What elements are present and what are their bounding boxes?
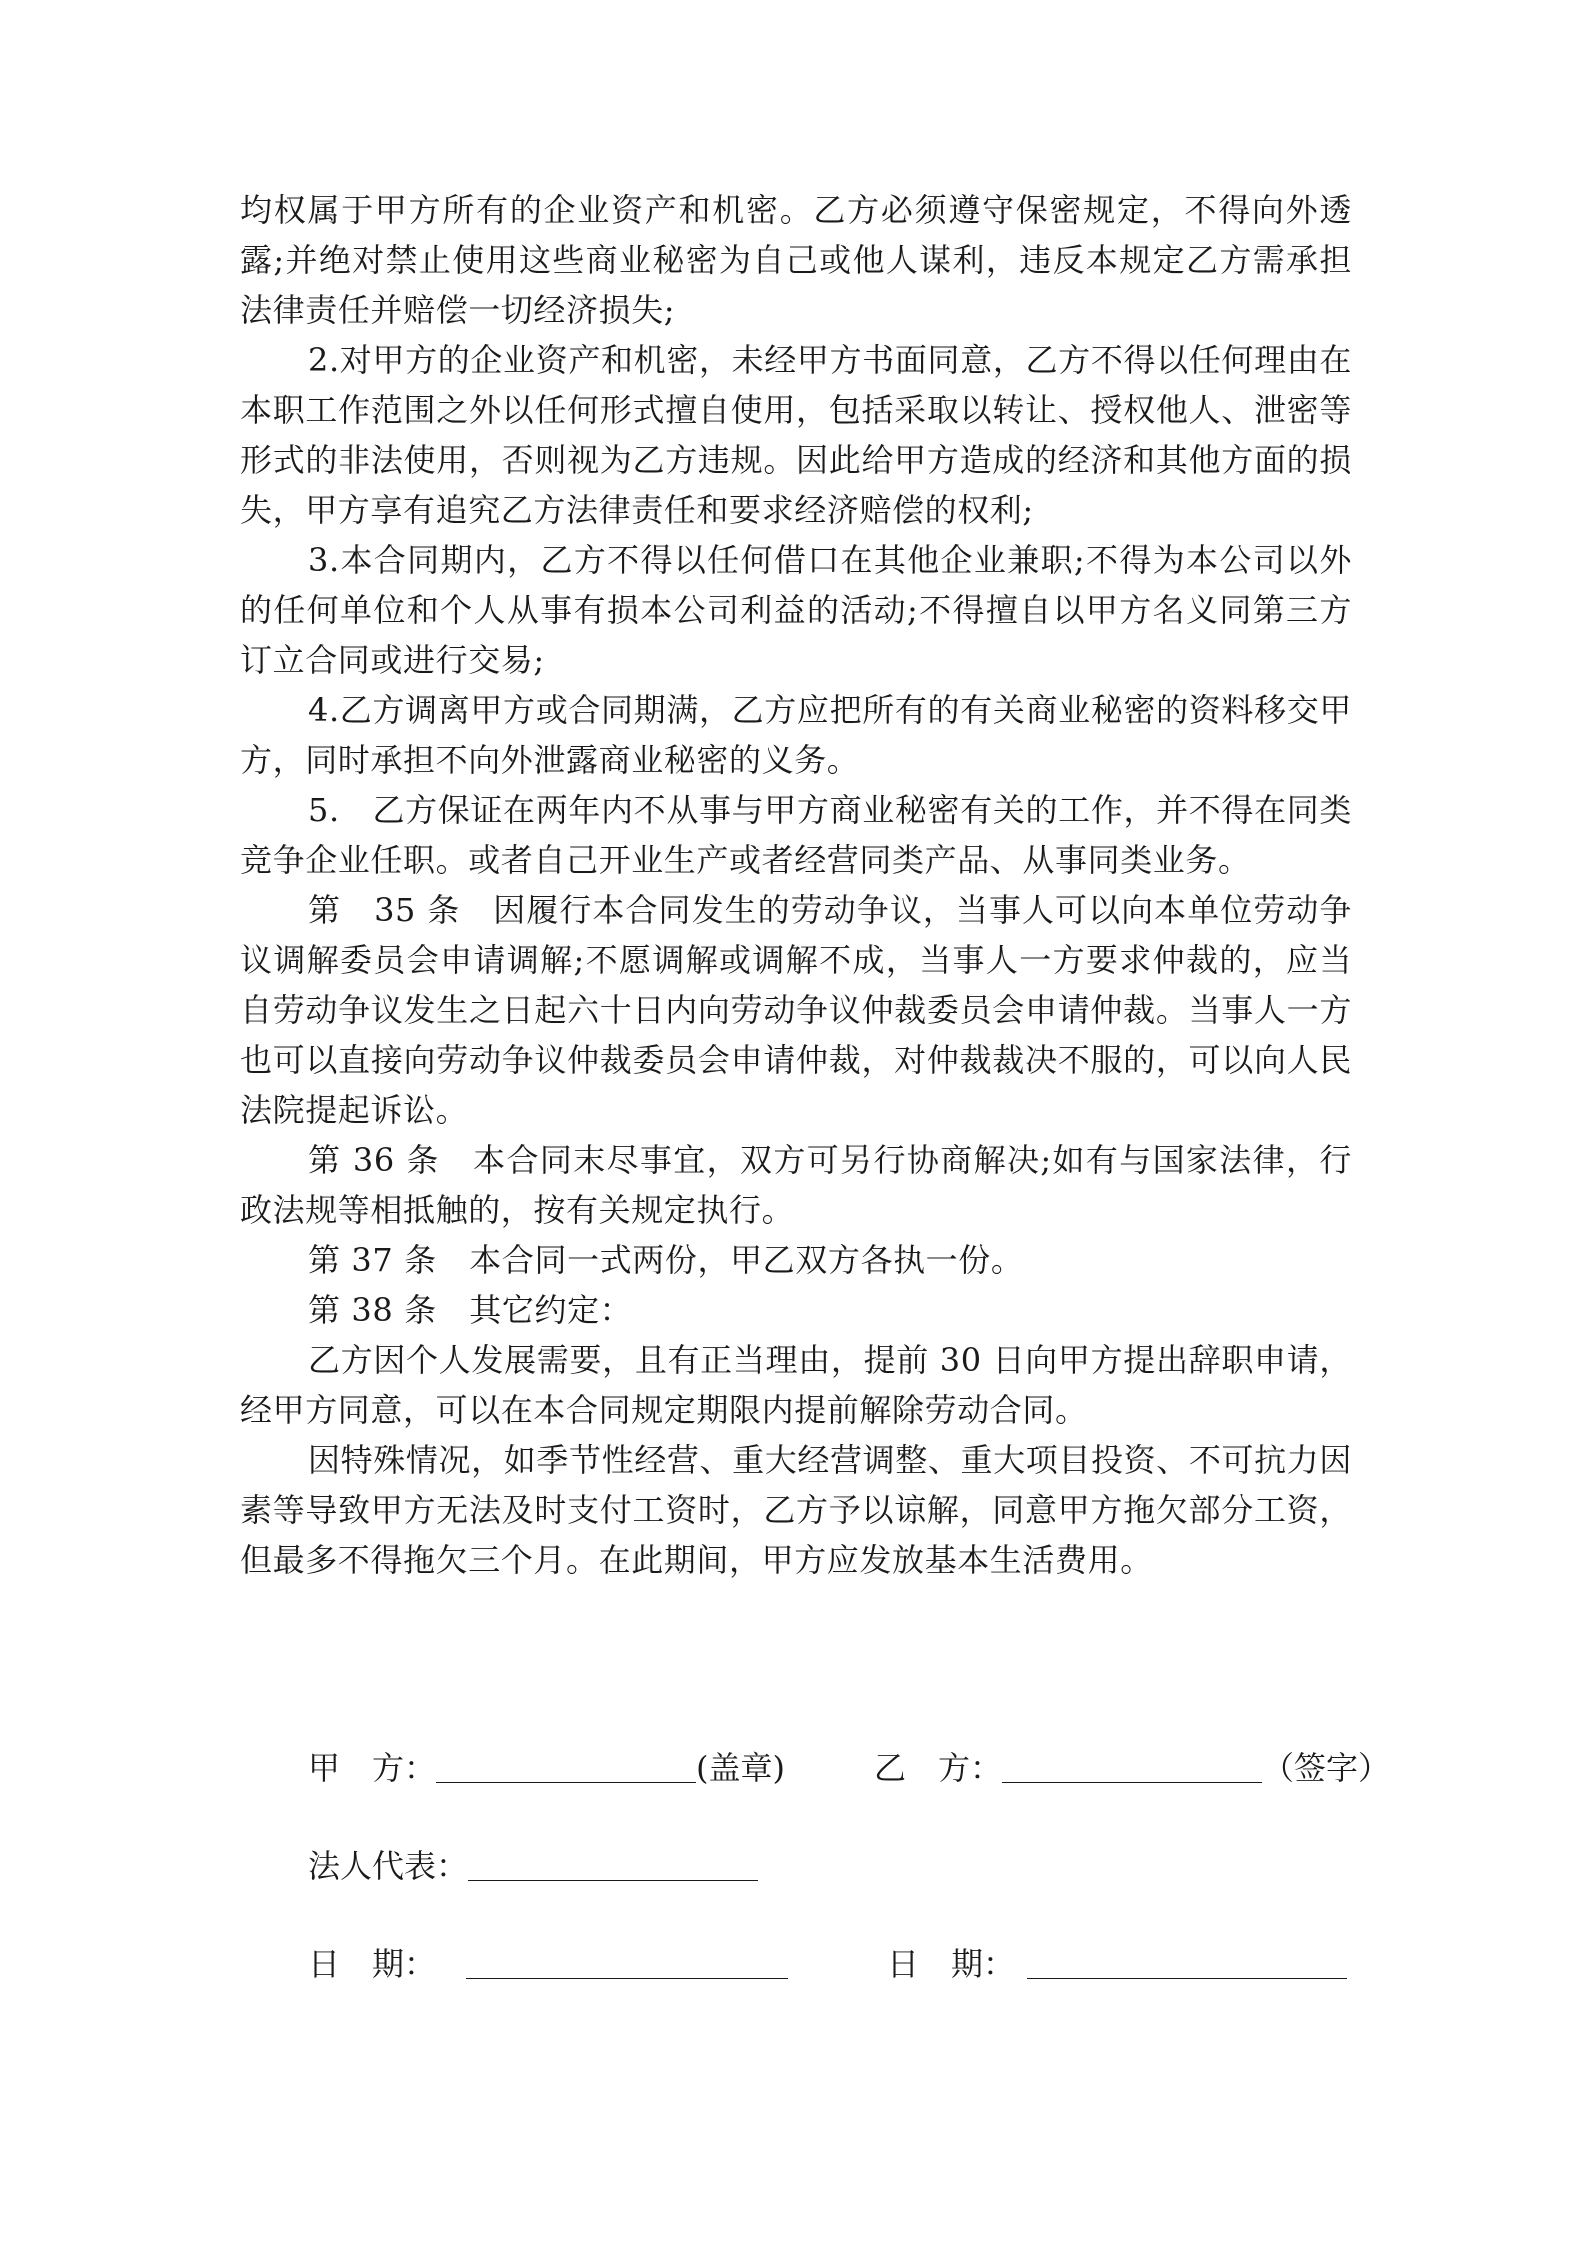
party-a-signature-row [308, 1748, 785, 1788]
party-a-seal-note: (盖章) [696, 1749, 785, 1787]
paragraph-resignation: 乙方因个人发展需要，且有正当理由，提前 30 日向甲方提出辞职申请，经甲方同意，可以在本合同规定期限内提前解除劳动合同。 [240, 1341, 1352, 1429]
party-b-sign-note: （签字） [1262, 1749, 1391, 1787]
date-b-blank[interactable] [1027, 1948, 1347, 1979]
date-b-row [887, 1944, 1347, 1984]
paragraph-clause-2: 2.对甲方的企业资产和机密，未经甲方书面同意，乙方不得以任何理由在本职工作范围之外以任何形式擅自使用，包括采取以转让、授权他人、泄密等形式的非法使用，否则视为乙方违规。因此给甲方造成的经济和其他方面的损失，甲方享有追究乙方法律责任和要求经济赔偿的权利; [240, 341, 1352, 529]
party-a-blank[interactable] [436, 1752, 696, 1783]
party-b-label: 乙 方： [874, 1749, 1003, 1787]
paragraph-special-circumstances: 因特殊情况，如季节性经营、重大经营调整、重大项目投资、不可抗力因素等导致甲方无法及时支付工资时，乙方予以谅解，同意甲方拖欠部分工资，但最多不得拖欠三个月。在此期间，甲方应发放基本生活费用。 [240, 1441, 1352, 1579]
party-b-blank[interactable] [1002, 1752, 1262, 1783]
date-a-row [308, 1944, 788, 1984]
date-a-label: 日 期： [308, 1945, 437, 1983]
paragraph-article-36: 第 36 条 本合同末尽事宜，双方可另行协商解决;如有与国家法律，行政法规等相抵触的，按有关规定执行。 [240, 1141, 1352, 1229]
date-a-blank[interactable] [466, 1948, 788, 1979]
contract-body [240, 185, 1352, 1585]
paragraph-clause-5: 5. 乙方保证在两年内不从事与甲方商业秘密有关的工作，并不得在同类竞争企业任职。或者自己开业生产或者经营同类产品、从事同类业务。 [240, 791, 1352, 879]
paragraph-clause-3: 3.本合同期内，乙方不得以任何借口在其他企业兼职;不得为本公司以外的任何单位和个人从事有损本公司利益的活动;不得擅自以甲方名义同第三方订立合同或进行交易; [240, 541, 1352, 679]
party-b-signature-row [874, 1748, 1390, 1788]
paragraph-article-35: 第 35 条 因履行本合同发生的劳动争议，当事人可以向本单位劳动争议调解委员会申请调解;不愿调解或调解不成，当事人一方要求仲裁的，应当自劳动争议发生之日起六十日内向劳动争议仲裁委员会申请仲裁。当事人一方也可以直接向劳动争议仲裁委员会申请仲裁，对仲裁裁决不服的，可以向人民法院提起诉讼。 [240, 891, 1352, 1129]
paragraph-clause-4: 4.乙方调离甲方或合同期满，乙方应把所有的有关商业秘密的资料移交甲方，同时承担不向外泄露商业秘密的义务。 [240, 691, 1352, 779]
legal-rep-row [308, 1846, 758, 1886]
legal-rep-blank[interactable] [468, 1850, 758, 1881]
date-b-label: 日 期： [887, 1945, 1016, 1983]
paragraph-confidential-assets: 均权属于甲方所有的企业资产和机密。乙方必须遵守保密规定，不得向外透露;并绝对禁止使用这些商业秘密为自己或他人谋利，违反本规定乙方需承担法律责任并赔偿一切经济损失; [240, 191, 1352, 329]
paragraph-article-37: 第 37 条 本合同一式两份，甲乙双方各执一份。 [308, 1241, 1024, 1279]
party-a-label: 甲 方： [308, 1749, 437, 1787]
legal-rep-label: 法人代表： [308, 1847, 469, 1885]
paragraph-article-38: 第 38 条 其它约定： [308, 1291, 633, 1329]
